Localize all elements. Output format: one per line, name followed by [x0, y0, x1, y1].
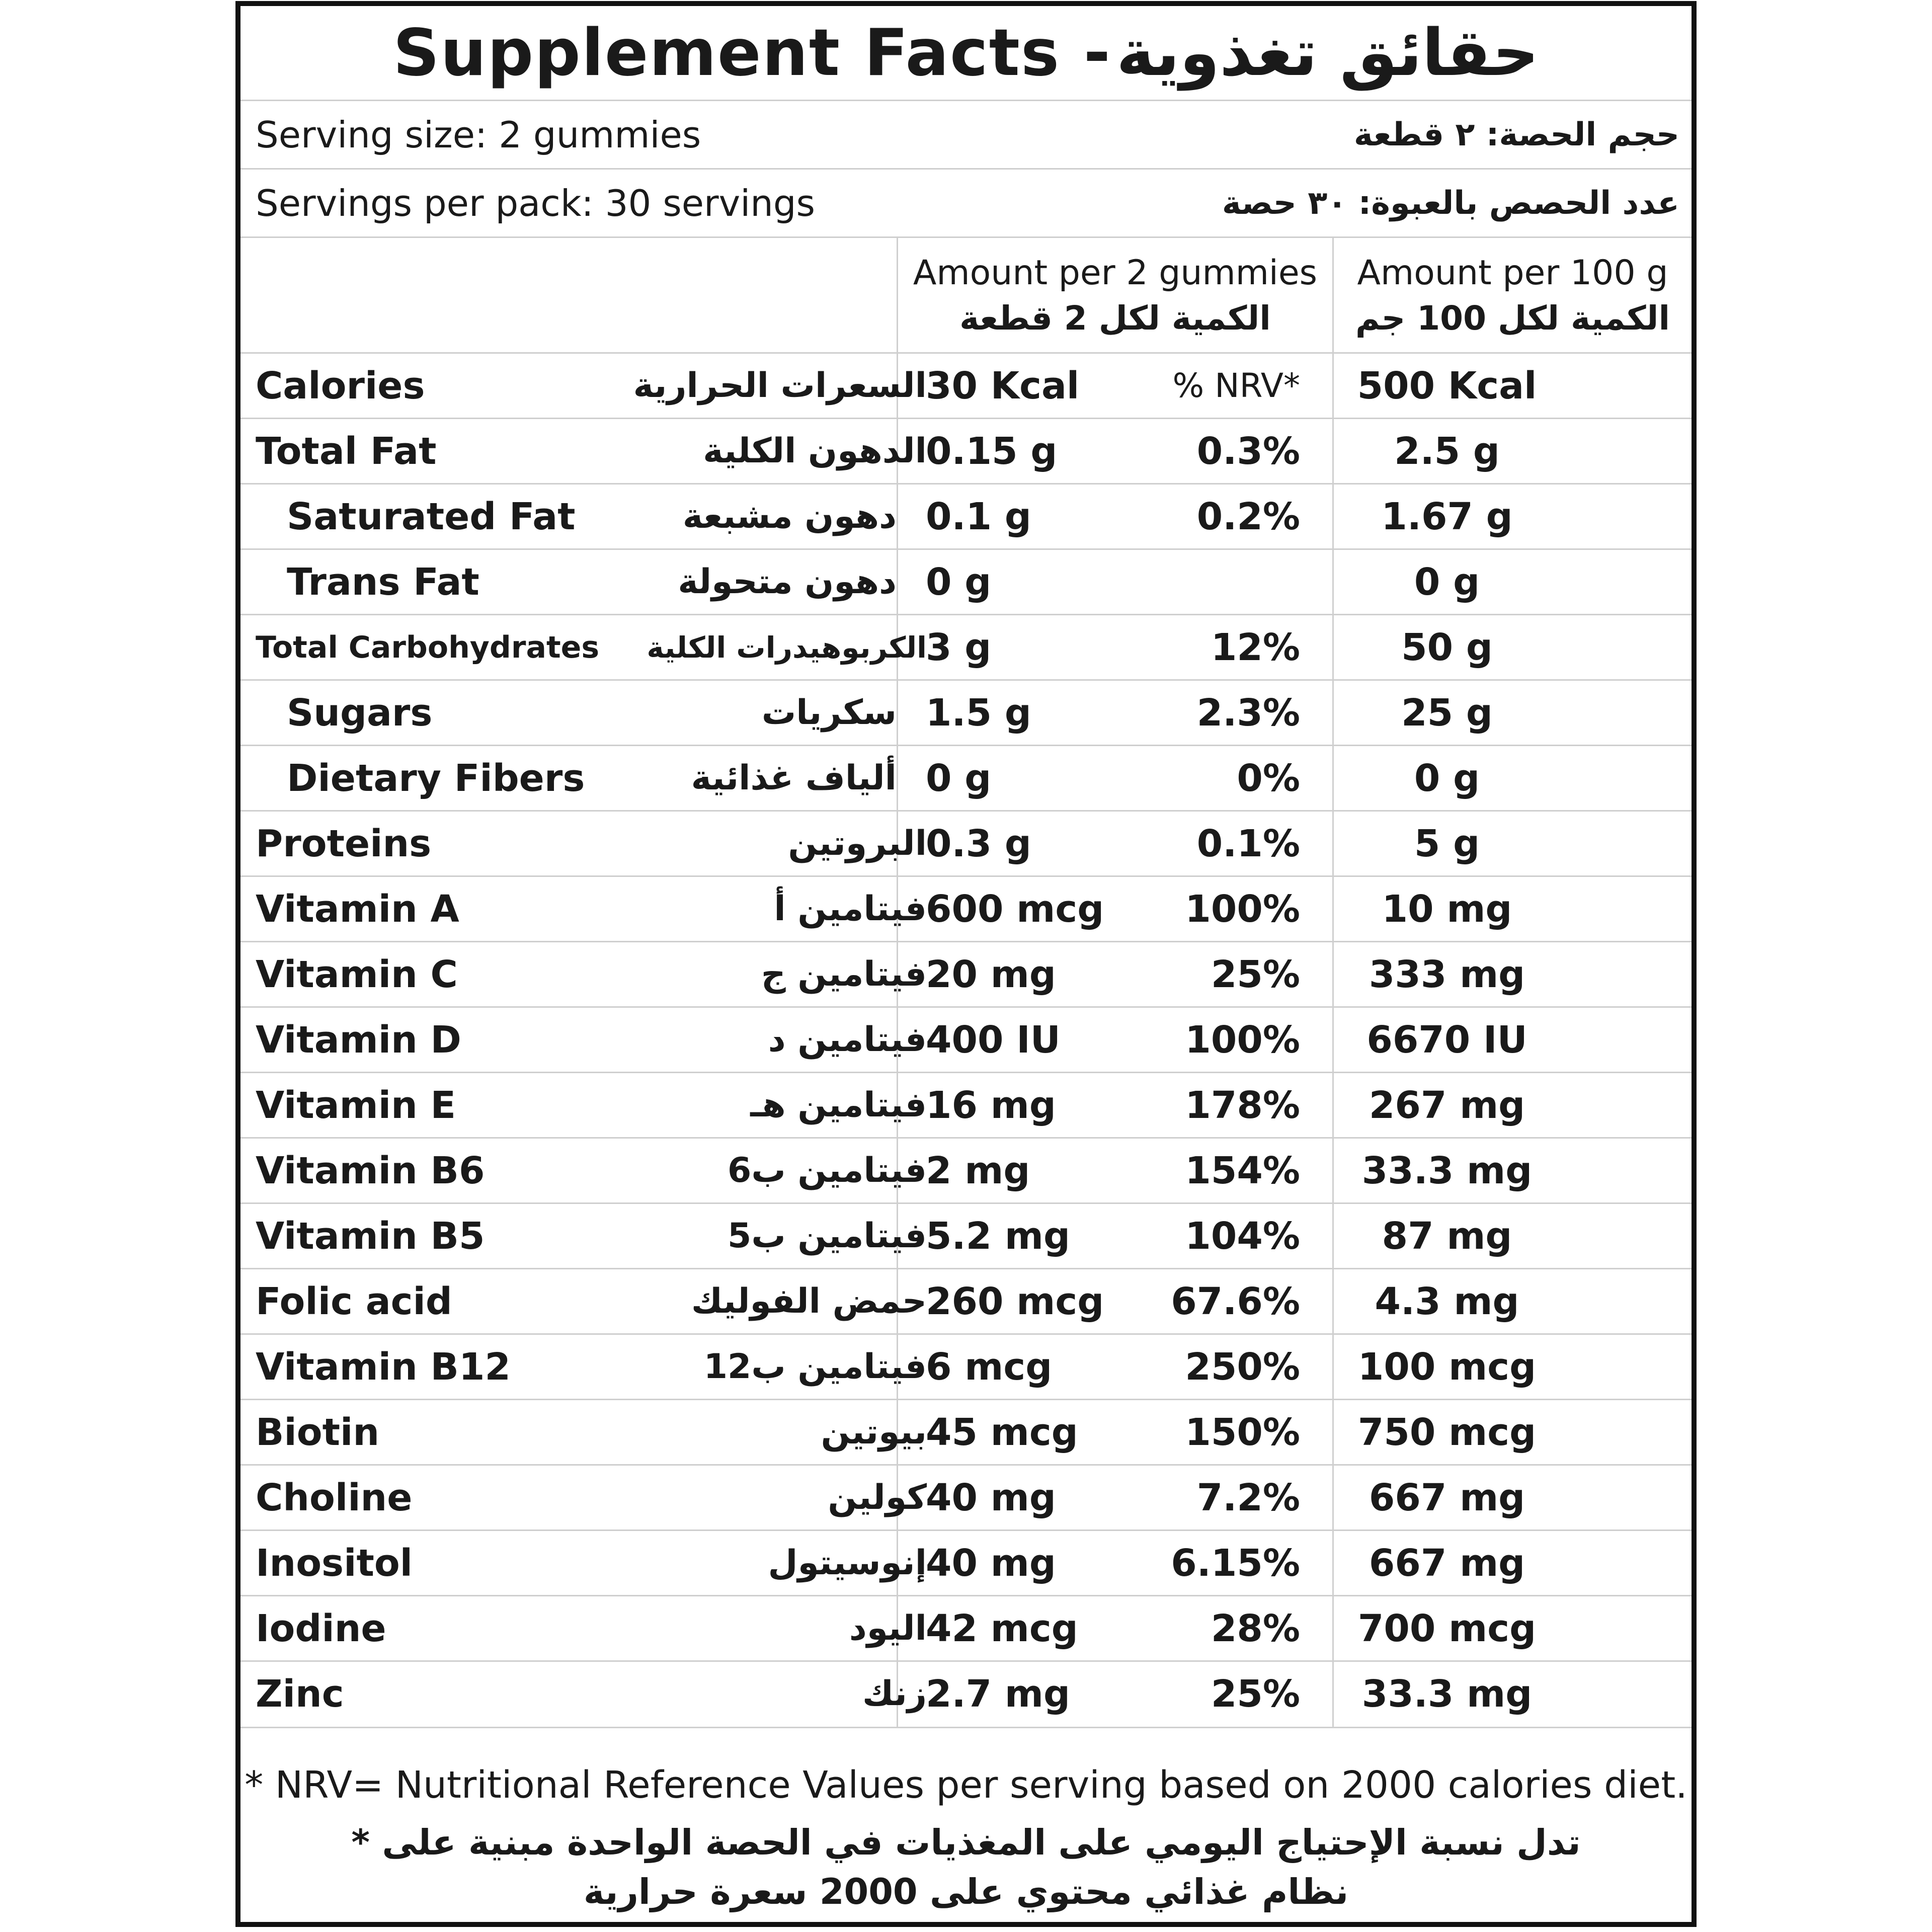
amount-per-100g: 50 g [1401, 625, 1493, 669]
amount-per-serving: 30 Kcal [926, 364, 1080, 408]
amount-per-serving: 0 g [926, 560, 992, 604]
table-row [240, 1268, 1692, 1333]
nutrient-name-english: Sugars [287, 691, 433, 735]
header-per-serving-english: Amount per 2 gummies [913, 253, 1318, 293]
nutrient-name-arabic: فيتامين ب6 [728, 1151, 927, 1190]
table-row [240, 1464, 1692, 1530]
nutrient-name-arabic: دهون مشبعة [682, 497, 897, 536]
nutrient-name-english: Zinc [256, 1672, 344, 1716]
amount-per-100g: 0 g [1414, 756, 1480, 800]
amount-per-serving: 600 mcg [926, 887, 1104, 931]
amount-per-100g: 700 mcg [1357, 1606, 1537, 1650]
table-row [240, 810, 1692, 875]
nrv-percent: 28% [1211, 1606, 1300, 1650]
nrv-percent: 0.3% [1196, 429, 1300, 473]
nutrient-name-arabic: اليود [849, 1608, 927, 1648]
nutrient-name-arabic: فيتامين أ [774, 889, 927, 929]
amount-per-serving: 2.7 mg [926, 1672, 1070, 1716]
amount-per-100g: 0 g [1414, 560, 1480, 604]
nutrient-name-arabic: زنك [862, 1674, 927, 1714]
nrv-percent: 7.2% [1196, 1476, 1300, 1519]
amount-per-100g: 33.3 mg [1361, 1149, 1533, 1192]
supplement-facts-panel [235, 1, 1697, 1927]
nutrient-name-english: Total Fat [256, 429, 437, 473]
amount-per-serving: 0.1 g [926, 495, 1031, 538]
nutrient-name-arabic: فيتامين هـ [750, 1085, 927, 1125]
table-row [240, 548, 1692, 614]
amount-per-serving: 40 mg [926, 1476, 1056, 1519]
footnote [240, 1727, 1692, 1922]
table-row [240, 1072, 1692, 1137]
amount-per-100g: 100 mcg [1357, 1345, 1537, 1389]
amount-per-serving: 0.15 g [926, 429, 1058, 473]
table-row [240, 1333, 1692, 1399]
amount-per-serving: 5.2 mg [926, 1214, 1070, 1258]
nutrient-name-arabic: دهون متحولة [678, 562, 897, 602]
table-row [240, 1137, 1692, 1202]
nutrient-name-english: Vitamin A [256, 887, 459, 931]
nutrient-name-arabic: حمض الفوليك [691, 1281, 927, 1321]
serving-size-arabic: حجم الحصة: ٢ قطعة [1353, 116, 1679, 153]
servings-per-pack-english: Servings per pack: 30 servings [256, 182, 816, 224]
nrv-percent: 0% [1237, 756, 1300, 800]
table-row [240, 1595, 1692, 1660]
amount-per-serving: 6 mcg [926, 1345, 1053, 1389]
amount-per-serving: 45 mcg [926, 1410, 1078, 1454]
nutrient-name-english: Proteins [256, 822, 432, 865]
nrv-percent: % NRV* [1172, 366, 1300, 405]
nutrient-name-arabic: إنوسيتول [768, 1543, 927, 1583]
amount-per-serving: 400 IU [926, 1018, 1061, 1062]
amount-per-serving: 0.3 g [926, 822, 1031, 865]
amount-per-100g: 333 mg [1369, 952, 1525, 996]
table-row [240, 483, 1692, 548]
nutrient-name-arabic: الكربوهيدرات الكلية [647, 630, 927, 665]
servings-per-pack-row [240, 168, 1692, 236]
nutrient-name-english: Choline [256, 1476, 413, 1519]
amount-per-100g: 33.3 mg [1361, 1672, 1533, 1716]
header-per-serving [898, 238, 1332, 354]
amount-per-100g: 667 mg [1369, 1476, 1525, 1519]
table-header-row [240, 236, 1692, 352]
nrv-percent: 100% [1185, 1018, 1300, 1062]
amount-per-serving: 0 g [926, 756, 992, 800]
amount-per-100g: 1.67 g [1381, 495, 1513, 538]
table-row [240, 941, 1692, 1006]
amount-per-serving: 16 mg [926, 1083, 1056, 1127]
amount-per-100g: 267 mg [1369, 1083, 1525, 1127]
nrv-percent: 25% [1211, 952, 1300, 996]
amount-per-100g: 750 mcg [1357, 1410, 1537, 1454]
amount-per-serving: 20 mg [926, 952, 1056, 996]
amount-per-100g: 10 mg [1382, 887, 1512, 931]
amount-per-serving: 3 g [926, 625, 992, 669]
nrv-percent: 100% [1185, 887, 1300, 931]
nutrient-name-english: Saturated Fat [287, 495, 576, 538]
nutrient-name-english: Inositol [256, 1541, 413, 1585]
nutrient-name-english: Vitamin B6 [256, 1149, 485, 1192]
nrv-percent: 0.2% [1196, 495, 1300, 538]
nutrient-name-english: Vitamin C [256, 952, 458, 996]
header-per-100g-english: Amount per 100 g [1357, 253, 1668, 293]
title-arabic: حقائق تغذوية [1116, 15, 1539, 91]
nrv-percent: 154% [1185, 1149, 1300, 1192]
nutrient-name-arabic: ألياف غذائية [691, 758, 897, 798]
title-english: Supplement Facts - [393, 15, 1111, 91]
nutrient-name-arabic: فيتامين ب12 [703, 1347, 927, 1387]
nrv-percent: 6.15% [1171, 1541, 1300, 1585]
nrv-percent: 12% [1211, 625, 1300, 669]
table-row [240, 352, 1692, 418]
nrv-percent: 25% [1211, 1672, 1300, 1716]
amount-per-100g: 667 mg [1369, 1541, 1525, 1585]
serving-size-row [240, 100, 1692, 168]
header-per-serving-arabic: الكمية لكل 2 قطعة [959, 299, 1271, 338]
nutrient-name-english: Calories [256, 364, 425, 408]
amount-per-100g: 5 g [1414, 822, 1480, 865]
panel-title [240, 6, 1692, 100]
nutrient-name-arabic: البروتين [788, 824, 927, 863]
table-row [240, 875, 1692, 941]
table-row [240, 679, 1692, 745]
nutrient-name-english: Vitamin E [256, 1083, 456, 1127]
nutrient-name-english: Iodine [256, 1606, 386, 1650]
nutrient-name-arabic: سكريات [761, 693, 897, 733]
nutrient-name-english: Trans Fat [287, 560, 479, 604]
nutrient-name-arabic: كولين [828, 1478, 927, 1517]
amount-per-serving: 42 mcg [926, 1606, 1078, 1650]
table-row [240, 1399, 1692, 1464]
nutrient-name-arabic: فيتامين د [768, 1020, 927, 1060]
nrv-percent: 67.6% [1171, 1279, 1300, 1323]
amount-per-serving: 1.5 g [926, 691, 1031, 735]
nutrient-name-english: Vitamin D [256, 1018, 461, 1062]
nutrient-name-english: Dietary Fibers [287, 756, 585, 800]
footnote-english: * NRV= Nutritional Reference Values per serving based on 2000 calories diet. [245, 1763, 1687, 1807]
table-row [240, 614, 1692, 679]
nutrient-name-english: Vitamin B5 [256, 1214, 485, 1258]
nutrient-name-arabic: الدهون الكلية [703, 431, 927, 471]
table-row [240, 418, 1692, 483]
nutrient-name-arabic: فيتامين ج [761, 954, 927, 994]
table-row [240, 1006, 1692, 1072]
table-row [240, 1660, 1692, 1726]
amount-per-100g: 87 mg [1382, 1214, 1512, 1258]
nutrient-name-english: Biotin [256, 1410, 380, 1454]
nrv-percent: 104% [1185, 1214, 1300, 1258]
amount-per-serving: 260 mcg [926, 1279, 1104, 1323]
nrv-percent: 150% [1185, 1410, 1300, 1454]
table-row [240, 1530, 1692, 1595]
amount-per-100g: 25 g [1401, 691, 1493, 735]
servings-per-pack-arabic: عدد الحصص بالعبوة: ٣٠ حصة [1222, 184, 1679, 222]
serving-size-english: Serving size: 2 gummies [256, 113, 701, 156]
nutrient-name-english: Vitamin B12 [256, 1345, 511, 1389]
nrv-percent: 178% [1185, 1083, 1300, 1127]
amount-per-serving: 2 mg [926, 1149, 1030, 1192]
amount-per-100g: 4.3 mg [1375, 1279, 1519, 1323]
nutrient-name-arabic: بيوتين [821, 1412, 927, 1452]
table-row [240, 745, 1692, 810]
amount-per-100g: 2.5 g [1394, 429, 1500, 473]
table-row [240, 1202, 1692, 1268]
nutrient-name-arabic: فيتامين ب5 [728, 1216, 927, 1256]
amount-per-100g: 500 Kcal [1357, 364, 1537, 408]
nrv-percent: 250% [1185, 1345, 1300, 1389]
header-per-100g-arabic: الكمية لكل 100 جم [1355, 299, 1670, 338]
nrv-percent: 0.1% [1196, 822, 1300, 865]
header-per-100g [1334, 238, 1692, 354]
amount-per-serving: 40 mg [926, 1541, 1056, 1585]
nrv-percent: 2.3% [1196, 691, 1300, 735]
footnote-arabic-line-2: نظام غذائي محتوي على 2000 سعرة حرارية [583, 1871, 1349, 1912]
nutrient-name-arabic: السعرات الحرارية [633, 366, 927, 406]
nutrient-name-english: Total Carbohydrates [256, 629, 600, 665]
footnote-arabic-line-1: * تدل نسبة الإحتياج اليومي على المغذيات في الحصة الواحدة مبنية على [351, 1822, 1581, 1863]
amount-per-100g: 6670 IU [1366, 1018, 1527, 1062]
nutrient-name-english: Folic acid [256, 1279, 452, 1323]
